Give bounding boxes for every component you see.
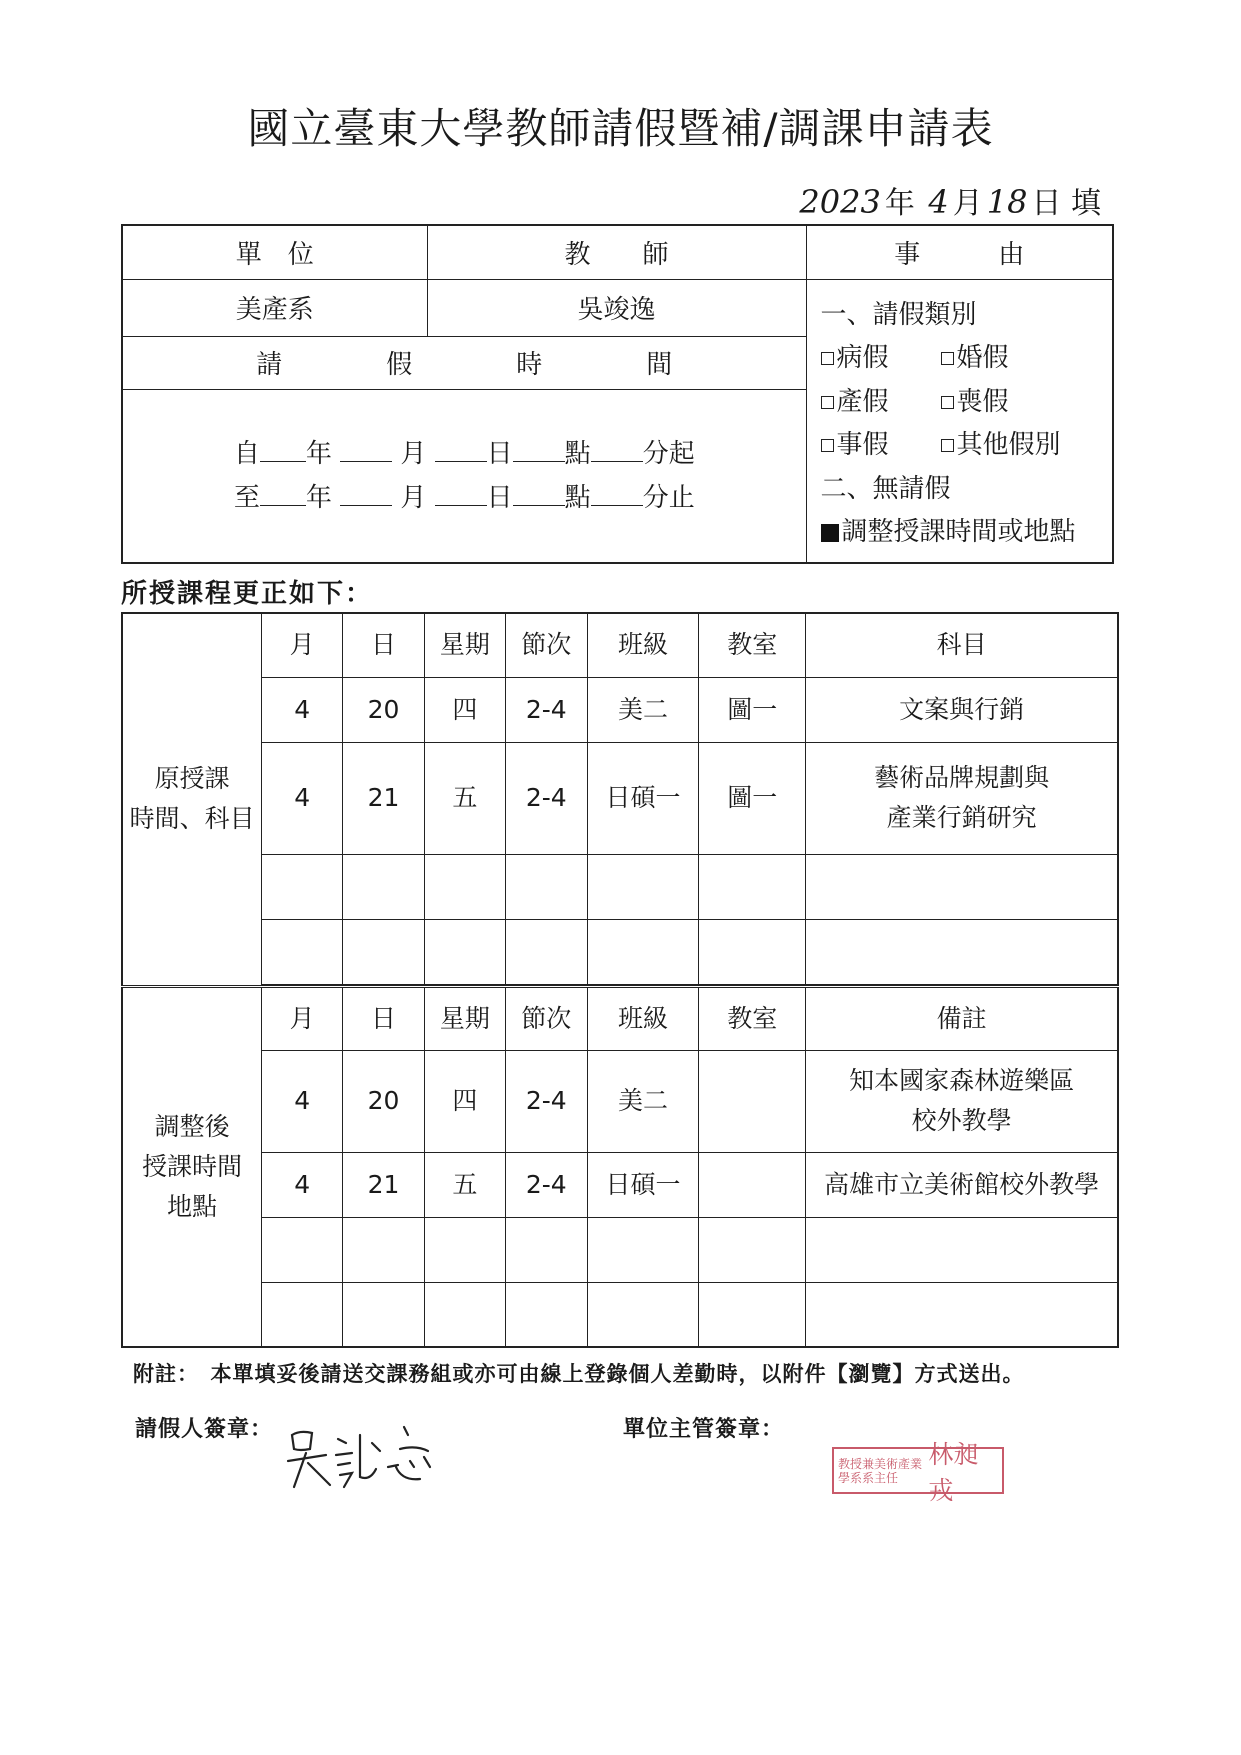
teacher-value: 吳竣逸	[427, 279, 806, 336]
table-row	[122, 1217, 1118, 1282]
col-header-room: 教室	[699, 613, 806, 677]
col-header-class: 班級	[587, 613, 699, 677]
stamp-title: 教授兼美術產業學系系主任	[838, 1456, 923, 1485]
date-year: 2023	[799, 183, 881, 221]
table-row: 4 20 四 2-4 美二 知本國家森林遊樂區 校外教學	[122, 1050, 1118, 1152]
table-row	[122, 919, 1118, 984]
leave-period-fields	[122, 389, 806, 563]
col-header-month: 月	[262, 613, 343, 677]
col-header-day: 日	[343, 613, 425, 677]
col-header-weekday: 星期	[424, 986, 505, 1050]
date-day-label: 日 填	[1031, 186, 1101, 221]
supervisor-seal-stamp	[832, 1439, 1004, 1505]
reason-cell	[806, 279, 1113, 563]
col-header-room: 教室	[699, 986, 806, 1050]
unit-header: 單 位	[122, 225, 427, 279]
table-row	[122, 854, 1118, 919]
supervisor-signature-label: 單位主管簽章：	[623, 1417, 785, 1442]
footnote: 附註： 本單填妥後請送交課務組或亦可由線上登錄個人差勤時，以附件【瀏覽】方式送出。	[133, 1362, 1025, 1386]
adjusted-side-label: 調整後 授課時間 地點	[122, 986, 262, 1347]
course-change-table	[121, 612, 1119, 1348]
checkbox-funeral[interactable]: 喪假	[941, 381, 1061, 425]
reason-header: 事 由	[806, 225, 1113, 279]
table-row	[122, 1282, 1118, 1347]
checkbox-maternity[interactable]: 產假	[821, 381, 941, 425]
col-header-month: 月	[262, 986, 343, 1050]
section-heading: 所授課程更正如下：	[121, 579, 374, 609]
period-from-row: 自 年 月 日 點 分起	[233, 438, 695, 469]
leave-type-heading: 一、請假類別	[820, 299, 977, 330]
col-header-period: 節次	[505, 986, 587, 1050]
checkbox-sick[interactable]: 病假	[821, 337, 941, 381]
stamp-name: 林昶戎	[928, 1439, 979, 1505]
date-month-label: 月	[952, 186, 983, 221]
handwritten-signature	[280, 1405, 440, 1495]
col-header-weekday: 星期	[424, 613, 505, 677]
original-side-label: 原授課 時間、科目	[122, 613, 262, 986]
teacher-header: 教 師	[427, 225, 806, 279]
checkbox-adjust[interactable]: 調整授課時間或地點	[821, 511, 1112, 555]
checkbox-other[interactable]: 其他假別	[941, 424, 1101, 468]
col-header-day: 日	[343, 986, 425, 1050]
col-header-period: 節次	[505, 613, 587, 677]
col-header-note: 備註	[806, 986, 1118, 1050]
col-header-subject: 科目	[806, 613, 1118, 677]
period-to-row: 至 年 月 日 點 分止	[233, 482, 695, 513]
table-row: 4 21 五 2-4 日碩一 圖一 藝術品牌規劃與 產業行銷研究	[122, 742, 1118, 854]
no-leave-heading: 二、無請假	[820, 473, 951, 504]
date-day: 18	[986, 183, 1028, 221]
date-month: 4	[928, 183, 949, 221]
table-row: 4 20 四 2-4 美二 圖一 文案與行銷	[122, 677, 1118, 742]
form-title: 國立臺東大學教師請假暨補/調課申請表	[247, 104, 994, 153]
applicant-signature-label: 請假人簽章：	[135, 1417, 274, 1442]
period-header: 請 假 時 間	[122, 336, 806, 389]
leave-info-table	[121, 224, 1114, 564]
checkbox-marriage[interactable]: 婚假	[941, 337, 1061, 381]
col-header-class: 班級	[587, 986, 699, 1050]
unit-value: 美產系	[122, 279, 427, 336]
date-year-label: 年	[884, 186, 915, 221]
checked-box-icon	[821, 524, 839, 542]
fill-date	[795, 178, 1101, 222]
checkbox-personal[interactable]: 事假	[821, 424, 941, 468]
table-row: 4 21 五 2-4 日碩一 高雄市立美術館校外教學	[122, 1152, 1118, 1217]
